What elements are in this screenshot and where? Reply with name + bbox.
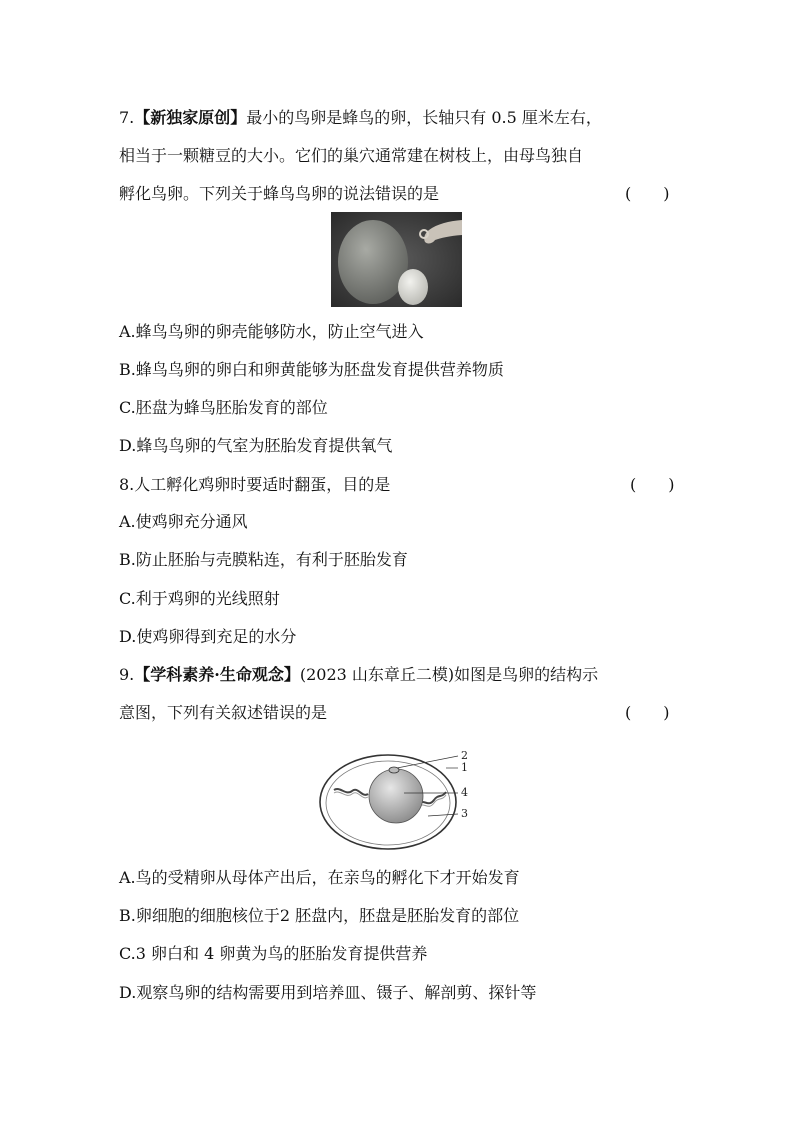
q9-answer-paren: ( )	[625, 703, 670, 722]
label-4: 4	[461, 786, 468, 799]
q7-option-d: D.蜂鸟鸟卵的气室为胚胎发育提供氧气	[119, 436, 393, 455]
q8-option-c: C.利于鸡卵的光线照射	[119, 589, 280, 608]
q9-stem-text1: (2023 山东章丘二模)如图是鸟卵的结构示	[299, 665, 599, 684]
q7-stem-line2: 相当于一颗糖豆的大小。它们的巢穴通常建在树枝上，由母鸟独自	[119, 146, 584, 165]
q7-stem-line3: 孵化鸟卵。下列关于蜂鸟鸟卵的说法错误的是	[119, 184, 440, 203]
label-3: 3	[461, 807, 468, 820]
yolk	[369, 769, 423, 823]
q8-option-a: A.使鸡卵充分通风	[119, 512, 248, 531]
q8-stem: 8.人工孵化鸡卵时要适时翻蛋，目的是	[119, 475, 391, 494]
q9-option-c: C.3 卵白和 4 卵黄为鸟的胚胎发育提供营养	[119, 944, 428, 963]
q9-tag: 【学科素养·生命观念】	[134, 665, 300, 684]
egg-structure-diagram	[318, 746, 483, 852]
q7-option-b: B.蜂鸟鸟卵的卵白和卵黄能够为胚盘发育提供营养物质	[119, 360, 504, 379]
large-egg	[338, 220, 408, 304]
small-egg	[398, 269, 428, 305]
q7-number: 7.	[119, 108, 135, 127]
label-2: 2	[461, 749, 468, 762]
q7-tag: 【新独家原创】	[134, 108, 247, 127]
q7-option-c: C.胚盘为蜂鸟胚胎发育的部位	[119, 398, 328, 417]
q9-stem-line1	[119, 665, 598, 685]
q9-stem-line2: 意图，下列有关叙述错误的是	[119, 703, 328, 722]
q9-number: 9.	[119, 665, 135, 684]
label-1: 1	[461, 761, 468, 774]
q9-option-a: A.鸟的受精卵从母体产出后，在亲鸟的孵化下才开始发育	[119, 868, 520, 887]
q7-stem-line1	[119, 108, 602, 128]
q8-option-b: B.防止胚胎与壳膜粘连，有利于胚胎发育	[119, 550, 408, 569]
q7-option-a: A.蜂鸟鸟卵的卵壳能够防水，防止空气进入	[119, 322, 424, 341]
q8-option-d: D.使鸡卵得到充足的水分	[119, 627, 297, 646]
hummingbird-egg-photo	[331, 212, 462, 307]
q8-answer-paren: ( )	[630, 475, 675, 494]
q9-option-d: D.观察鸟卵的结构需要用到培养皿、镊子、解剖剪、探针等	[119, 983, 537, 1002]
q7-stem-text1: 最小的鸟卵是蜂鸟的卵，长轴只有 0.5 厘米左右，	[246, 108, 602, 127]
q7-answer-paren: ( )	[625, 184, 670, 203]
q9-option-b: B.卵细胞的细胞核位于2 胚盘内，胚盘是胚胎发育的部位	[119, 906, 520, 925]
